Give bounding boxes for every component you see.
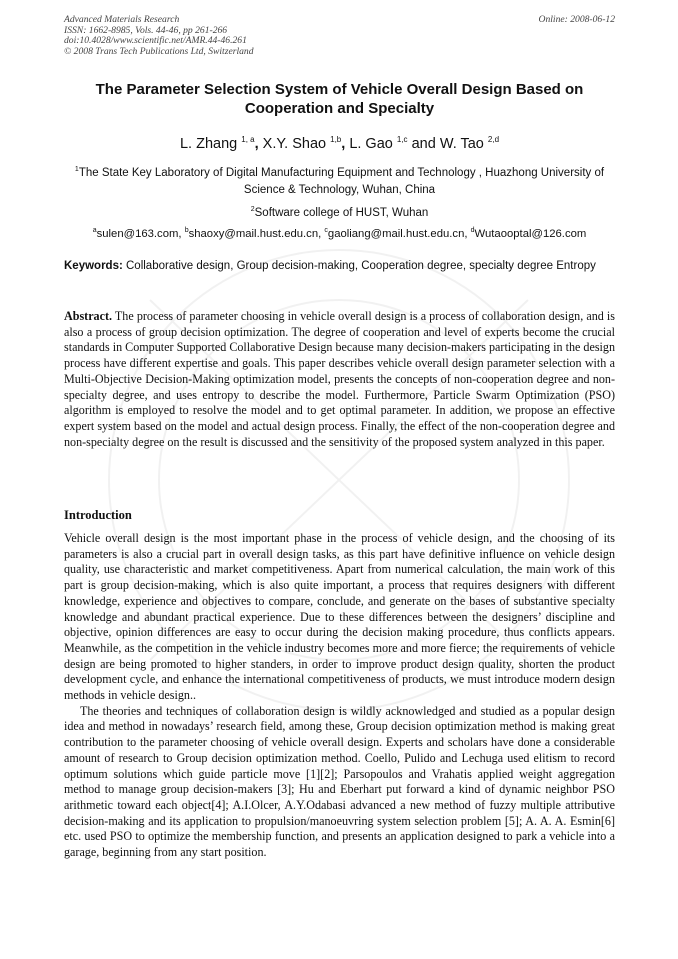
author-name: L. Zhang xyxy=(179,136,238,152)
paragraph: Vehicle overall design is the most important phase in the process of vehicle design, and the choosing of its parameters is also a crucial part in overall design tasks, as this part have definitive influence on vehicle design quality, use characteristic and market competitiveness. Apart from numerical calculation, the main work of this part is group decision-making, which is also quite important, a process that requires designers with different knowledge, experience and objectives to compare, conclude, and generate on the bases of substantive specialty knowledge and abundant practical experience. Due to these differences between the designers’ discipline and objective, opinion differences are easy to occur during the decision making procedure, thus conflicts appears. Meanwhile, as the competition in the vehicle industry becomes more and more fierce; the requirements of vehicle design are being promoted to higher standers, in order to improve product design quality, shorten the product development cycle, and enhance the international competitiveness of products, we must introduce modern design methods in vehicle design.. xyxy=(64,531,615,703)
email-address: gaoliang@mail.hust.edu.cn, xyxy=(327,228,471,240)
keywords-label: Keywords: xyxy=(64,260,123,272)
affiliation-text: Software college of HUST, Wuhan xyxy=(254,207,429,219)
abstract-text: The process of parameter choosing in vehicle overall design is a process of collaboration design, and is also a process of group decision optimization. The degree of cooperation and level of experts become the crucial standards in Computer Supported Collaborative Design because many decision-makers participating in the design process have different expertise and goals. This paper describes vehicle overall design parameter selection with a Multi-Objective Decision-Making optimization model, presents the concepts of non-cooperation degree and non-specialty degree, and uses entropy to describe the model. Furthermore, Particle Swarm Optimization (PSO) algorithm is employed to resolve the model and to get optimal parameter. In addition, we propose an effective expert system based on the model and actual design process. Finally, the effect of the non-cooperation degree and non-specialty degree on the result is discussed and the sensitivity of the proposed system analyzed in this paper. xyxy=(64,309,615,449)
affiliation-mark: 1 xyxy=(74,166,79,173)
affiliation-mark: 2 xyxy=(250,206,255,213)
author-name: X.Y. Shao xyxy=(262,136,327,152)
email-address: sulen@163.com, xyxy=(96,228,185,240)
email-mark: a xyxy=(92,227,97,234)
email-address: shaoxy@mail.hust.edu.cn, xyxy=(188,228,325,240)
email-mark: c xyxy=(324,227,328,234)
email-address: Wutaooptal@126.com xyxy=(474,228,587,240)
author-separator: , xyxy=(341,136,346,152)
doi-line: doi:10.4028/www.scientific.net/AMR.44-46.261 xyxy=(64,35,247,47)
author-affiliation-mark: 1, a xyxy=(241,135,255,144)
keywords-block xyxy=(64,258,615,274)
author-conjunction: and xyxy=(411,136,436,152)
author-affiliation-mark: 1,c xyxy=(396,135,408,144)
abstract-block xyxy=(64,309,615,450)
author-separator: , xyxy=(254,136,259,152)
email-list xyxy=(64,223,615,243)
affiliation-1 xyxy=(64,162,615,198)
issn-line: ISSN: 1662-8985, Vols. 44-46, pp 261-266 xyxy=(64,24,228,36)
online-date: Online: 2008-06-12 xyxy=(538,14,615,25)
paper-title: The Parameter Selection System of Vehicle Overall Design Based on Cooperation and Specialty xyxy=(95,81,584,117)
author-list xyxy=(64,131,615,153)
email-mark: d xyxy=(470,227,475,234)
affiliation-text: The State Key Laboratory of Digital Manufacturing Equipment and Technology , Huazhong University of Science & Technology, Wuhan, China xyxy=(78,167,605,196)
paragraph: The theories and techniques of collaboration design is wildly acknowledged and studied as a popular design idea and method in nowadays’ research field, among these, Group decision optimization method is making great contribution to the parameter choosing of vehicle overall design. Experts and scholars have done a considerable amount of research to Group decision optimization method. Coello, Pulido and Lechuga used elitism to record optimum solutions which guide particle move [1][2]; Parsopoulos and Vrahatis applied weight aggregation method to manage group decision-makers [3]; Hu and Eberhart put forward a kind of dynamic neighbor PSO arithmetic toward each object[4]; A.I.Olcer, A.Y.Odabasi advanced a new method of fuzzy multiple attributive decision-making and its application to propulsion/manoeuvring system selection problem [5]; A. A. A. Esmin[6] etc. used PSO to optimize the membership function, and presents an application designed to park a vehicle into a garage, beginning from any start position. xyxy=(64,703,615,860)
keywords-text: Collaborative design, Group decision-making, Cooperation degree, specialty degree Entropy xyxy=(126,260,596,272)
affiliation-2 xyxy=(64,202,615,222)
journal-name: Advanced Materials Research xyxy=(64,14,180,25)
journal-header xyxy=(64,15,615,57)
author-affiliation-mark: 1,b xyxy=(330,135,342,144)
author-name: W. Tao xyxy=(439,136,484,152)
author-name: L. Gao xyxy=(349,136,393,152)
abstract-label: Abstract. xyxy=(64,309,113,323)
section-heading-introduction: Introduction xyxy=(64,508,132,522)
copyright-line: © 2008 Trans Tech Publications Ltd, Switzerland xyxy=(64,45,254,57)
author-affiliation-mark: 2,d xyxy=(487,135,500,144)
introduction-body xyxy=(64,531,615,861)
email-mark: b xyxy=(184,227,189,234)
